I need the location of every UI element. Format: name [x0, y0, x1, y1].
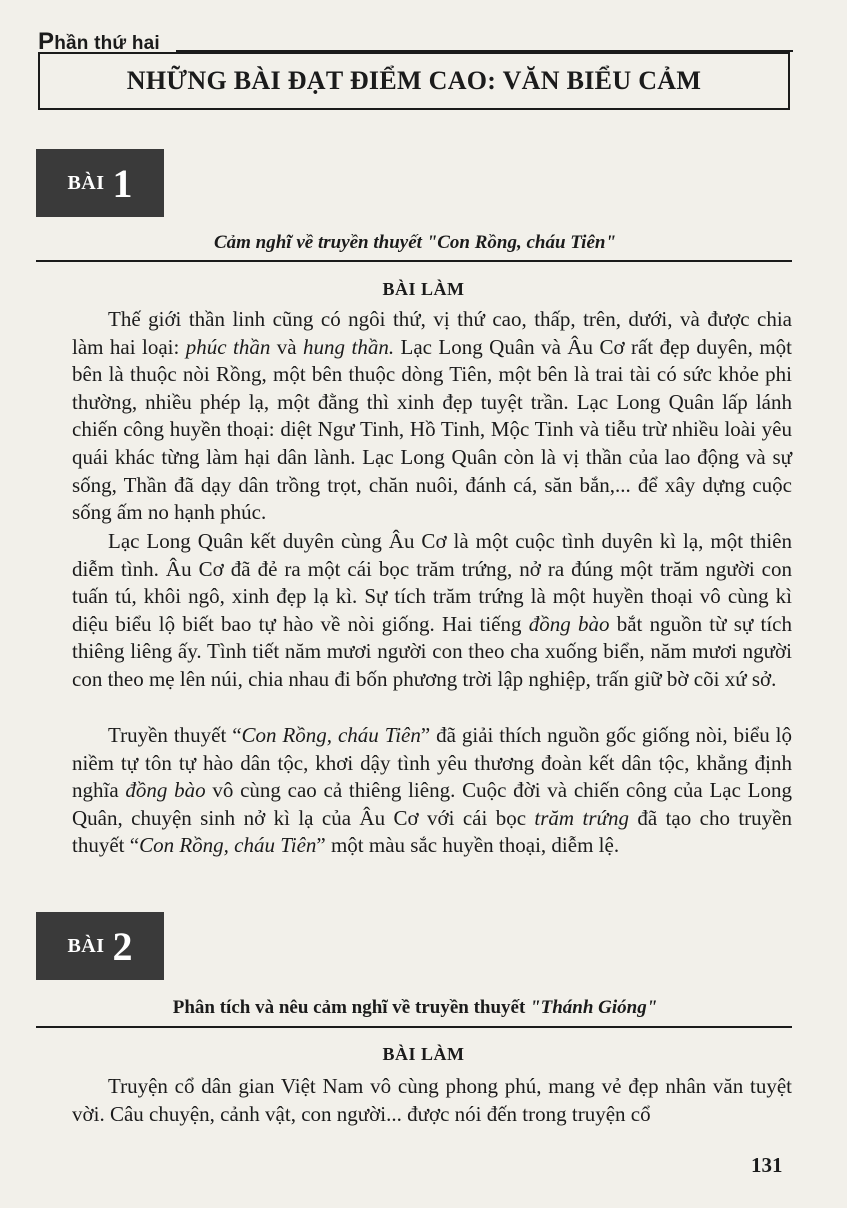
essay-1-subtitle-prefix: Cảm nghĩ về truyền thuyết — [213, 232, 427, 253]
text-run-italic: phúc thần — [185, 334, 271, 359]
text-run: Thế giới thần linh cũng có ngôi thứ, vị thứ cao, thấp, trên, dưới, và được chia làm hai loại: — [72, 307, 792, 359]
essay-1-badge — [36, 149, 164, 217]
essay-1-badge-number: 1 — [112, 160, 133, 206]
text-run: ” một màu sắc huyền thoại, diễm lệ. — [316, 833, 620, 858]
text-run: Lạc Long Quân và Âu Cơ rất đẹp duyên, một bên là thuộc nòi Rồng, một bên thuộc dòng Tiên, một bên là trai tài có sức khỏe phi thường, nhiều phép lạ, một đằng thì xinh đẹp tuyệt trần. Lạc Long Quân lấp lánh chiến công huyền thoại: diệt Ngư Tinh, Hồ Tinh, Mộc Tinh và tiễu trừ nhiều loài yêu quái khác từng làm hại dân lành. Lạc Long Quân còn là vị thần của lao động và sự sống, Thần đã dạy dân trồng trọt, chăn nuôi, đánh cá, săn bắn,... để xây dựng cuộc sống ấm no hạnh phúc. — [72, 334, 792, 525]
text-run-italic: Con Rồng, cháu Tiên — [139, 833, 317, 858]
essay-1-paragraph-3 — [72, 722, 792, 860]
section-title-box — [38, 52, 790, 110]
text-run-italic: đồng bào — [528, 611, 610, 636]
page-number: 131 — [751, 1153, 783, 1177]
text-run-italic: đồng bào — [125, 778, 206, 803]
essay-1-rule — [36, 260, 792, 262]
essay-1-paragraph-2 — [72, 528, 792, 694]
text-run-italic: hung thần. — [303, 334, 395, 359]
text-run: đã tạo cho truyền thuyết “ — [72, 805, 792, 858]
text-run: vô cùng cao cả thiêng liêng. Cuộc đời và chiến công của Lạc Long Quân, chuyện sinh nở kì lạ của Âu Cơ với cái bọc — [72, 778, 792, 830]
essay-2-subtitle — [40, 997, 790, 1019]
text-run: bắt nguồn từ sự tích thiêng liêng ấy. Tình tiết năm mươi người con theo cha xuống biển, năm mươi người con theo mẹ lên núi, chia nhau đi bốn phương trời lập nghiệp, trấn giữ bờ cõi xứ sở. — [72, 611, 793, 691]
essay-2-paragraph-1: Truyện cổ dân gian Việt Nam vô cùng phong phú, mang vẻ đẹp nhân văn tuyệt vời. Câu chuyện, cảnh vật, con người... được nói đến trong truyện cổ — [72, 1074, 792, 1126]
essay-1-subtitle-work: "Con Rồng, cháu Tiên" — [426, 232, 617, 253]
essay-1-subtitle — [40, 232, 790, 254]
essay-2-heading: BÀI LÀM — [382, 1044, 465, 1064]
text-run-italic: Con Rồng, cháu Tiên — [241, 723, 421, 747]
essay-2-badge-label: BÀI — [67, 934, 105, 957]
essay-2-rule — [36, 1026, 792, 1028]
essay-2-subtitle-work: "Thánh Gióng" — [530, 997, 658, 1018]
essay-1-heading: BÀI LÀM — [382, 279, 465, 299]
section-title: NHỮNG BÀI ĐẠT ĐIỂM CAO: VĂN BIỂU CẢM — [126, 66, 702, 95]
essay-1-paragraph-1 — [72, 306, 792, 527]
essay-2-subtitle-prefix: Phân tích và nêu cảm nghĩ về truyền thuyết — [172, 997, 531, 1018]
text-run: và — [270, 334, 304, 359]
text-run: ” đã giải thích nguồn gốc giống nòi, biểu lộ niềm tự tôn tự hào dân tộc, khơi dậy tình yêu thương đoàn kết dân tộc, khẳng định nghĩa — [72, 723, 792, 803]
text-run-italic: trăm trứng — [534, 805, 629, 830]
essay-2-badge-number: 2 — [112, 923, 133, 969]
essay-1-badge-label: BÀI — [67, 171, 105, 194]
text-run: Lạc Long Quân kết duyên cùng Âu Cơ là một cuộc tình duyên kì lạ, một thiên diễm tình. Âu Cơ đã đẻ ra một cái bọc trăm trứng, nở ra đúng một trăm người con tuấn tú, khôi ngô, xinh đẹp lạ kì. Sự tích trăm trứng là một huyền thoại vô cùng kì diệu biểu lộ biết bao tự hào về nòi giống. Hai tiếng — [72, 529, 792, 636]
part-label-rest: hần thứ hai — [54, 33, 160, 54]
part-label-initial: P — [38, 28, 55, 55]
essay-2-badge — [36, 912, 164, 980]
text-run: Truyền thuyết “ — [108, 723, 242, 747]
